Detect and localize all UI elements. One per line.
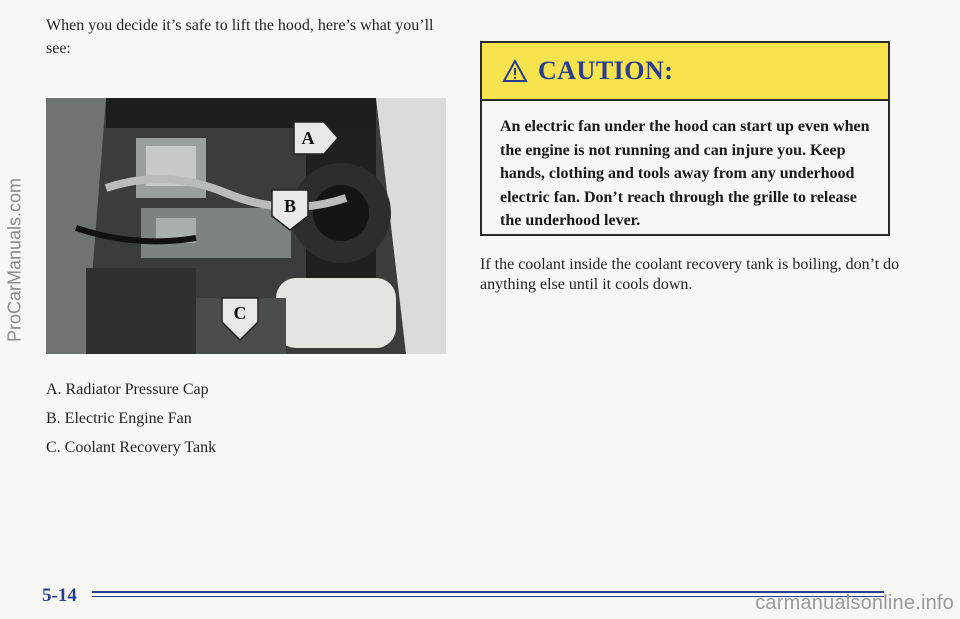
caution-body: An electric fan under the hood can start up even when the engine is not running and can injure you. Keep hands, clothing and tools away from any underhood electric fan. Don’t reach through the grille to release the underhood lever. (500, 118, 870, 229)
svg-text:A: A (301, 128, 315, 148)
caution-title: CAUTION: (538, 56, 674, 85)
warning-triangle-icon (502, 59, 528, 83)
legend-item-c: C. Coolant Recovery Tank (46, 439, 217, 456)
photo-legend (46, 378, 426, 465)
caution-box (480, 41, 890, 236)
svg-text:B: B (283, 196, 297, 216)
caution-header (482, 43, 888, 101)
legend-item-a: A. Radiator Pressure Cap (46, 381, 209, 398)
side-watermark-text: ProCarManuals.com (4, 177, 25, 343)
boiling-coolant-paragraph: If the coolant inside the coolant recovery tank is boiling, don’t do anything else until it cools down. (480, 256, 900, 293)
side-watermark (4, 110, 26, 410)
callout-a-marker (290, 116, 340, 158)
page-number: 5-14 (42, 585, 77, 606)
intro-paragraph: When you decide it’s safe to lift the hood, here’s what you’ll see: (46, 17, 434, 57)
svg-text:C: C (233, 303, 247, 323)
bottom-watermark: carmanualsonline.info (755, 592, 954, 614)
callout-c-marker (218, 294, 262, 342)
callout-b-marker (268, 186, 312, 232)
engine-compartment-photo (46, 98, 446, 354)
legend-item-b: B. Electric Engine Fan (46, 410, 192, 427)
